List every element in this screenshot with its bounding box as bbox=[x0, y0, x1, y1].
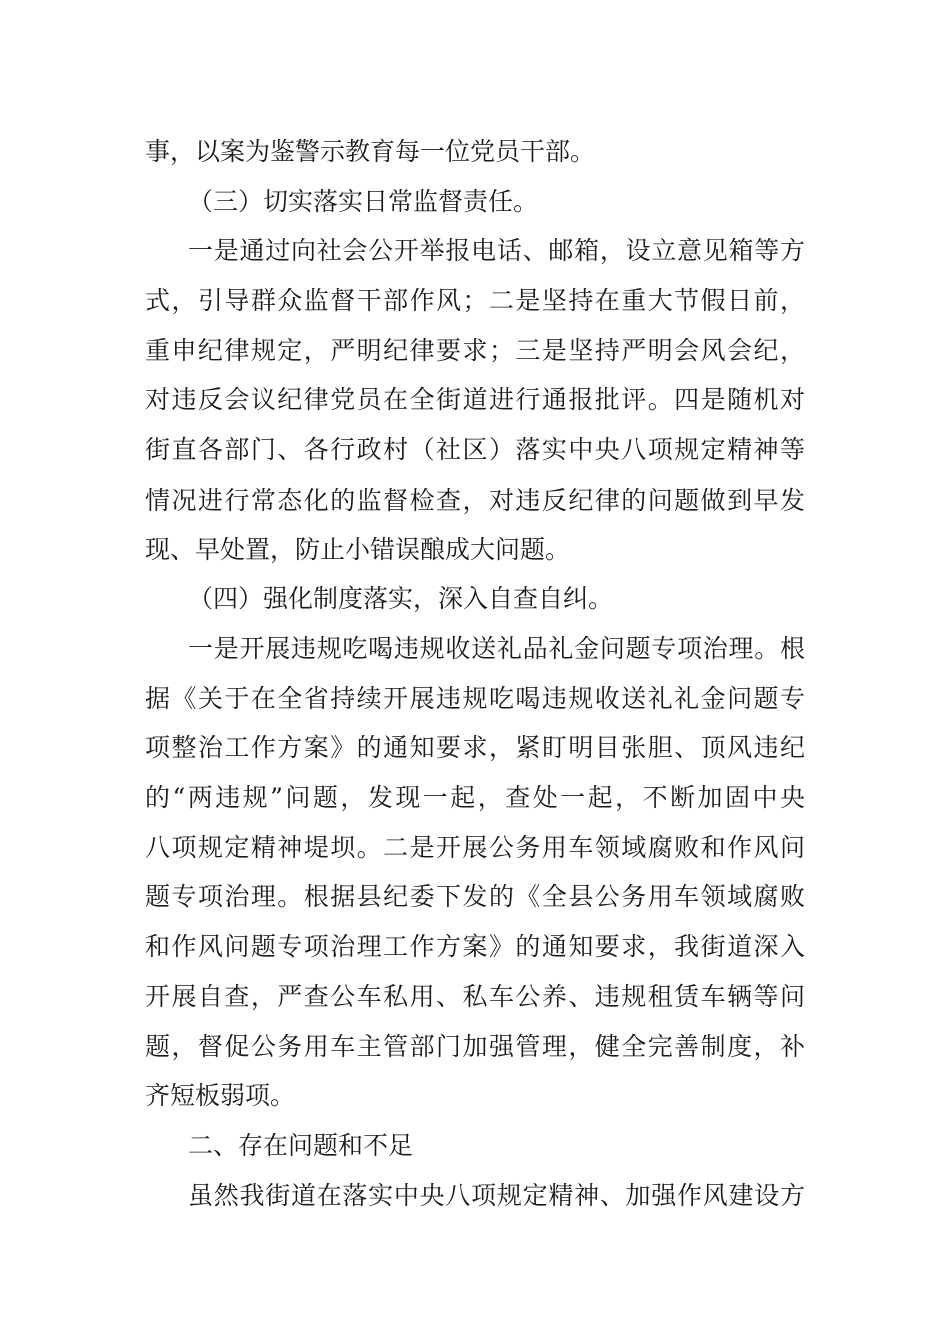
text-line: 齐短板弱项。 bbox=[145, 1081, 296, 1110]
text-line: 情况进行常态化的监督检查，对违反纪律的问题做到早发 bbox=[145, 486, 805, 515]
section-heading-4: （四）强化制度落实，深入自查自纠。 bbox=[188, 584, 614, 613]
text-line: 对违反会议纪律党员在全街道进行通报批评。四是随机对 bbox=[145, 385, 805, 414]
text-line: 项整治工作方案》的通知要求，紧盯明目张胆、顶风违纪 bbox=[145, 733, 805, 762]
text-line: 开展自查，严查公车私用、私车公养、违规租赁车辆等问 bbox=[145, 982, 805, 1011]
text-line: 八项规定精神堤坝。二是开展公务用车领域腐败和作风问 bbox=[145, 833, 805, 862]
text-line: 现、早处置，防止小错误酿成大问题。 bbox=[145, 535, 571, 564]
text-line: 题，督促公务用车主管部门加强管理，健全完善制度，补 bbox=[145, 1032, 805, 1061]
text-line: 一是开展违规吃喝违规收送礼品礼金问题专项治理。根 bbox=[188, 634, 805, 663]
text-line: 的“两违规”问题，发现一起，查处一起，不断加固中央 bbox=[145, 783, 805, 812]
text-line: 虽然我街道在落实中央八项规定精神、加强作风建设方 bbox=[188, 1181, 805, 1210]
text-line: 重申纪律规定，严明纪律要求；三是坚持严明会风会纪， bbox=[145, 336, 805, 365]
text-line: 题专项治理。根据县纪委下发的《全县公务用车领域腐败 bbox=[145, 882, 805, 911]
text-line: 事，以案为鉴警示教育每一位党员干部。 bbox=[145, 137, 596, 166]
section-heading-2: 二、存在问题和不足 bbox=[188, 1131, 414, 1160]
text-line: 式，引导群众监督干部作风；二是坚持在重大节假日前， bbox=[145, 286, 805, 315]
section-heading-3: （三）切实落实日常监督责任。 bbox=[188, 187, 539, 216]
text-line: 一是通过向社会公开举报电话、邮箱，设立意见箱等方 bbox=[188, 236, 805, 265]
text-line: 街直各部门、各行政村（社区）落实中央八项规定精神等 bbox=[145, 435, 805, 464]
text-line: 和作风问题专项治理工作方案》的通知要求，我街道深入 bbox=[145, 932, 805, 961]
text-line: 据《关于在全省持续开展违规吃喝违规收送礼礼金问题专 bbox=[145, 684, 805, 713]
